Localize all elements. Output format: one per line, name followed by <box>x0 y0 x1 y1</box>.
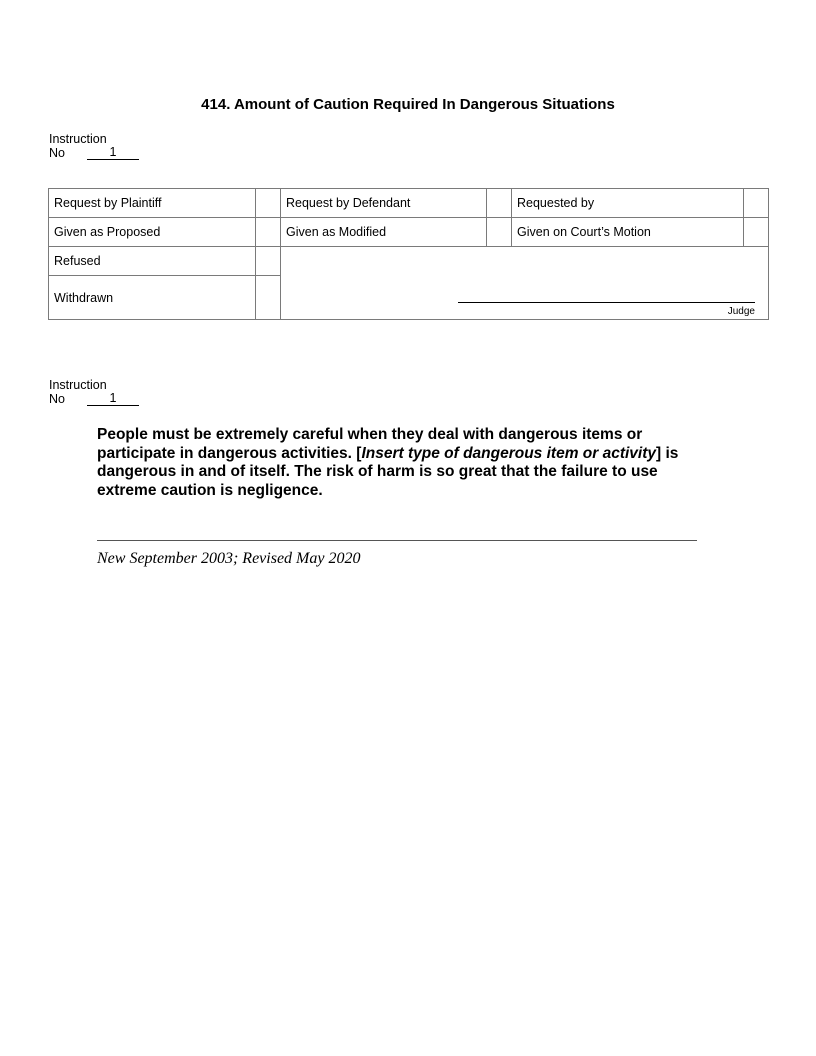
instruction-body <box>97 426 707 500</box>
given-as-modified-label: Given as Modified <box>281 218 487 247</box>
separator-rule <box>97 540 697 541</box>
withdrawn-checkbox[interactable] <box>256 276 281 320</box>
no-label: No <box>49 392 65 406</box>
withdrawn-label: Withdrawn <box>49 276 256 320</box>
judge-signature-area <box>281 247 769 320</box>
request-disposition-table <box>48 188 769 320</box>
given-as-proposed-label: Given as Proposed <box>49 218 256 247</box>
instruction-body-text: People must be extremely careful when they deal with dangerous items or participate in dangerous activities. [ <box>97 426 643 462</box>
given-on-courts-motion-checkbox[interactable] <box>744 218 769 247</box>
instruction-number-field[interactable]: 1 <box>87 146 139 160</box>
given-on-courts-motion-label: Given on Court’s Motion <box>512 218 744 247</box>
judge-signature-line[interactable] <box>458 302 755 303</box>
judge-label: Judge <box>727 306 755 317</box>
given-as-proposed-checkbox[interactable] <box>256 218 281 247</box>
refused-checkbox[interactable] <box>256 247 281 276</box>
revision-history: New September 2003; Revised May 2020 <box>97 550 361 567</box>
instruction-number-bottom <box>49 378 139 406</box>
instruction-label: Instruction <box>49 132 107 146</box>
instruction-number-field[interactable]: 1 <box>87 392 139 406</box>
refused-label: Refused <box>49 247 256 276</box>
request-by-defendant-checkbox[interactable] <box>487 189 512 218</box>
requested-by-checkbox[interactable] <box>744 189 769 218</box>
request-by-defendant-label: Request by Defendant <box>281 189 487 218</box>
requested-by-label: Requested by <box>512 189 744 218</box>
request-by-plaintiff-checkbox[interactable] <box>256 189 281 218</box>
instruction-placeholder: Insert type of dangerous item or activity <box>361 444 657 462</box>
instruction-number-top <box>49 132 139 160</box>
request-by-plaintiff-label: Request by Plaintiff <box>49 189 256 218</box>
page-title: 414. Amount of Caution Required In Dangerous Situations <box>201 96 615 113</box>
instruction-body-text: ] is dangerous in and of itself. The risk of harm is so great that the failure to use extreme caution is negligence. <box>97 444 679 499</box>
no-label: No <box>49 146 65 160</box>
given-as-modified-checkbox[interactable] <box>487 218 512 247</box>
instruction-label: Instruction <box>49 378 107 392</box>
